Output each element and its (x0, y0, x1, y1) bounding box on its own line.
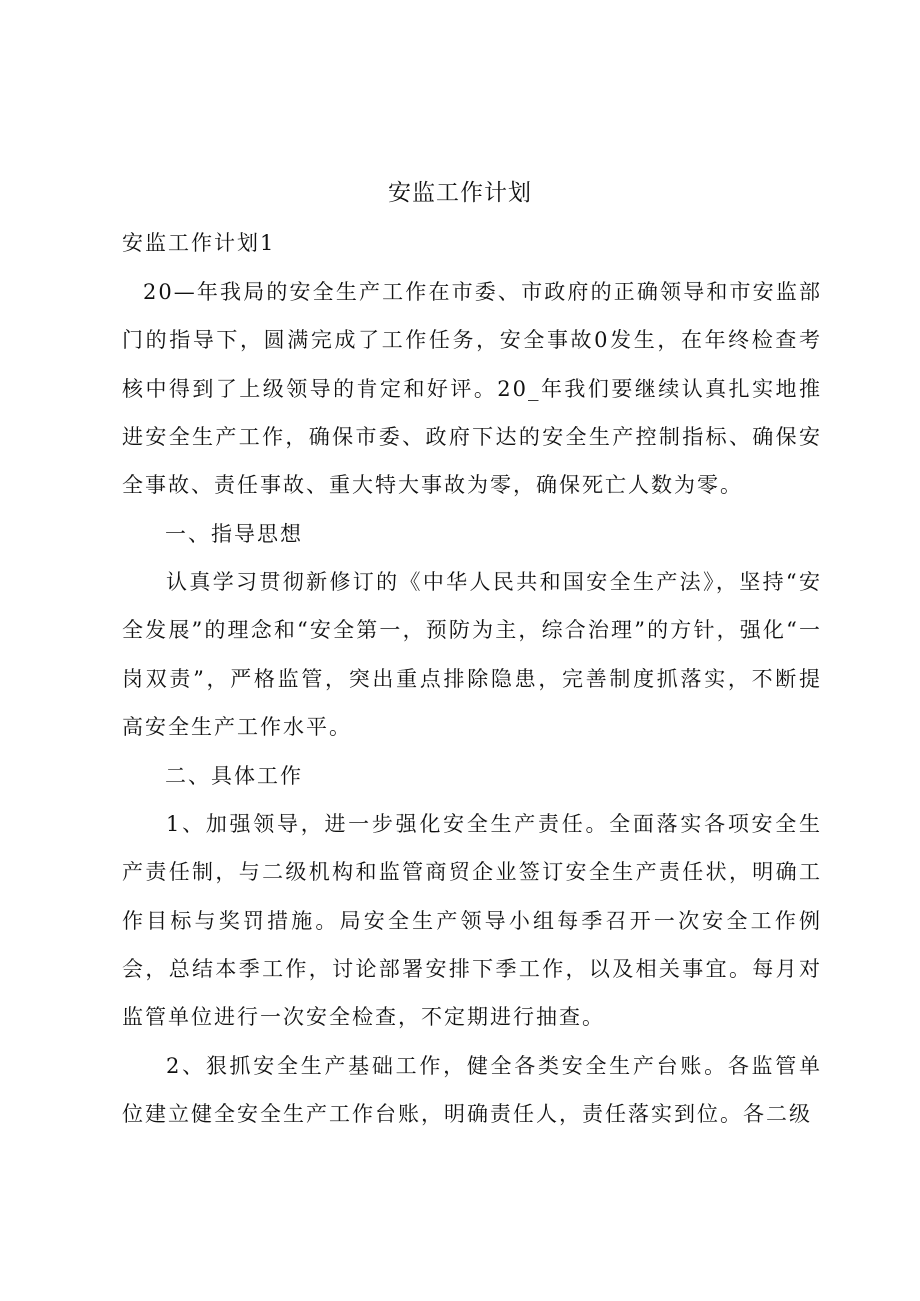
document-title: 安监工作计划 (388, 180, 532, 206)
section-heading-guiding-ideology: 一、指导思想 (165, 522, 303, 546)
section-heading-specific-work: 二、具体工作 (165, 764, 303, 788)
work-item-2-paragraph: 2、狠抓安全生产基础工作，健全各类安全生产台账。各监管单位建立健全安全生产工作台账，明确责任人，责任落实到位。各二级 (122, 1054, 822, 1127)
work-item-1-paragraph: 1、加强领导，进一步强化安全生产责任。全面落实各项安全生产责任制，与二级机构和监管商贸企业签订安全生产责任状，明确工作目标与奖罚措施。局安全生产领导小组每季召开一次安全工作例会，总结本季工作，讨论部署安排下季工作，以及相关事宜。每月对监管单位进行一次安全检查，不定期进行抽查。 (122, 812, 822, 1030)
guiding-ideology-paragraph: 认真学习贯彻新修订的《中华人民共和国安全生产法》，坚持“安全发展”的理念和“安全第一，预防为主，综合治理”的方针，强化“一岗双责”，严格监管，突出重点排除隐患，完善制度抓落实，不断提高安全生产工作水平。 (122, 570, 822, 739)
intro-paragraph: 20—年我局的安全生产工作在市委、市政府的正确领导和市安监部门的指导下，圆满完成了工作任务，安全事故0发生，在年终检查考核中得到了上级领导的肯定和好评。20_年我们要继续认真扎实地推进安全生产工作，确保市委、政府下达的安全生产控制指标、确保安全事故、责任事故、重大特大事故为零，确保死亡人数为零。 (122, 280, 822, 498)
document-subtitle: 安监工作计划1 (122, 231, 276, 255)
